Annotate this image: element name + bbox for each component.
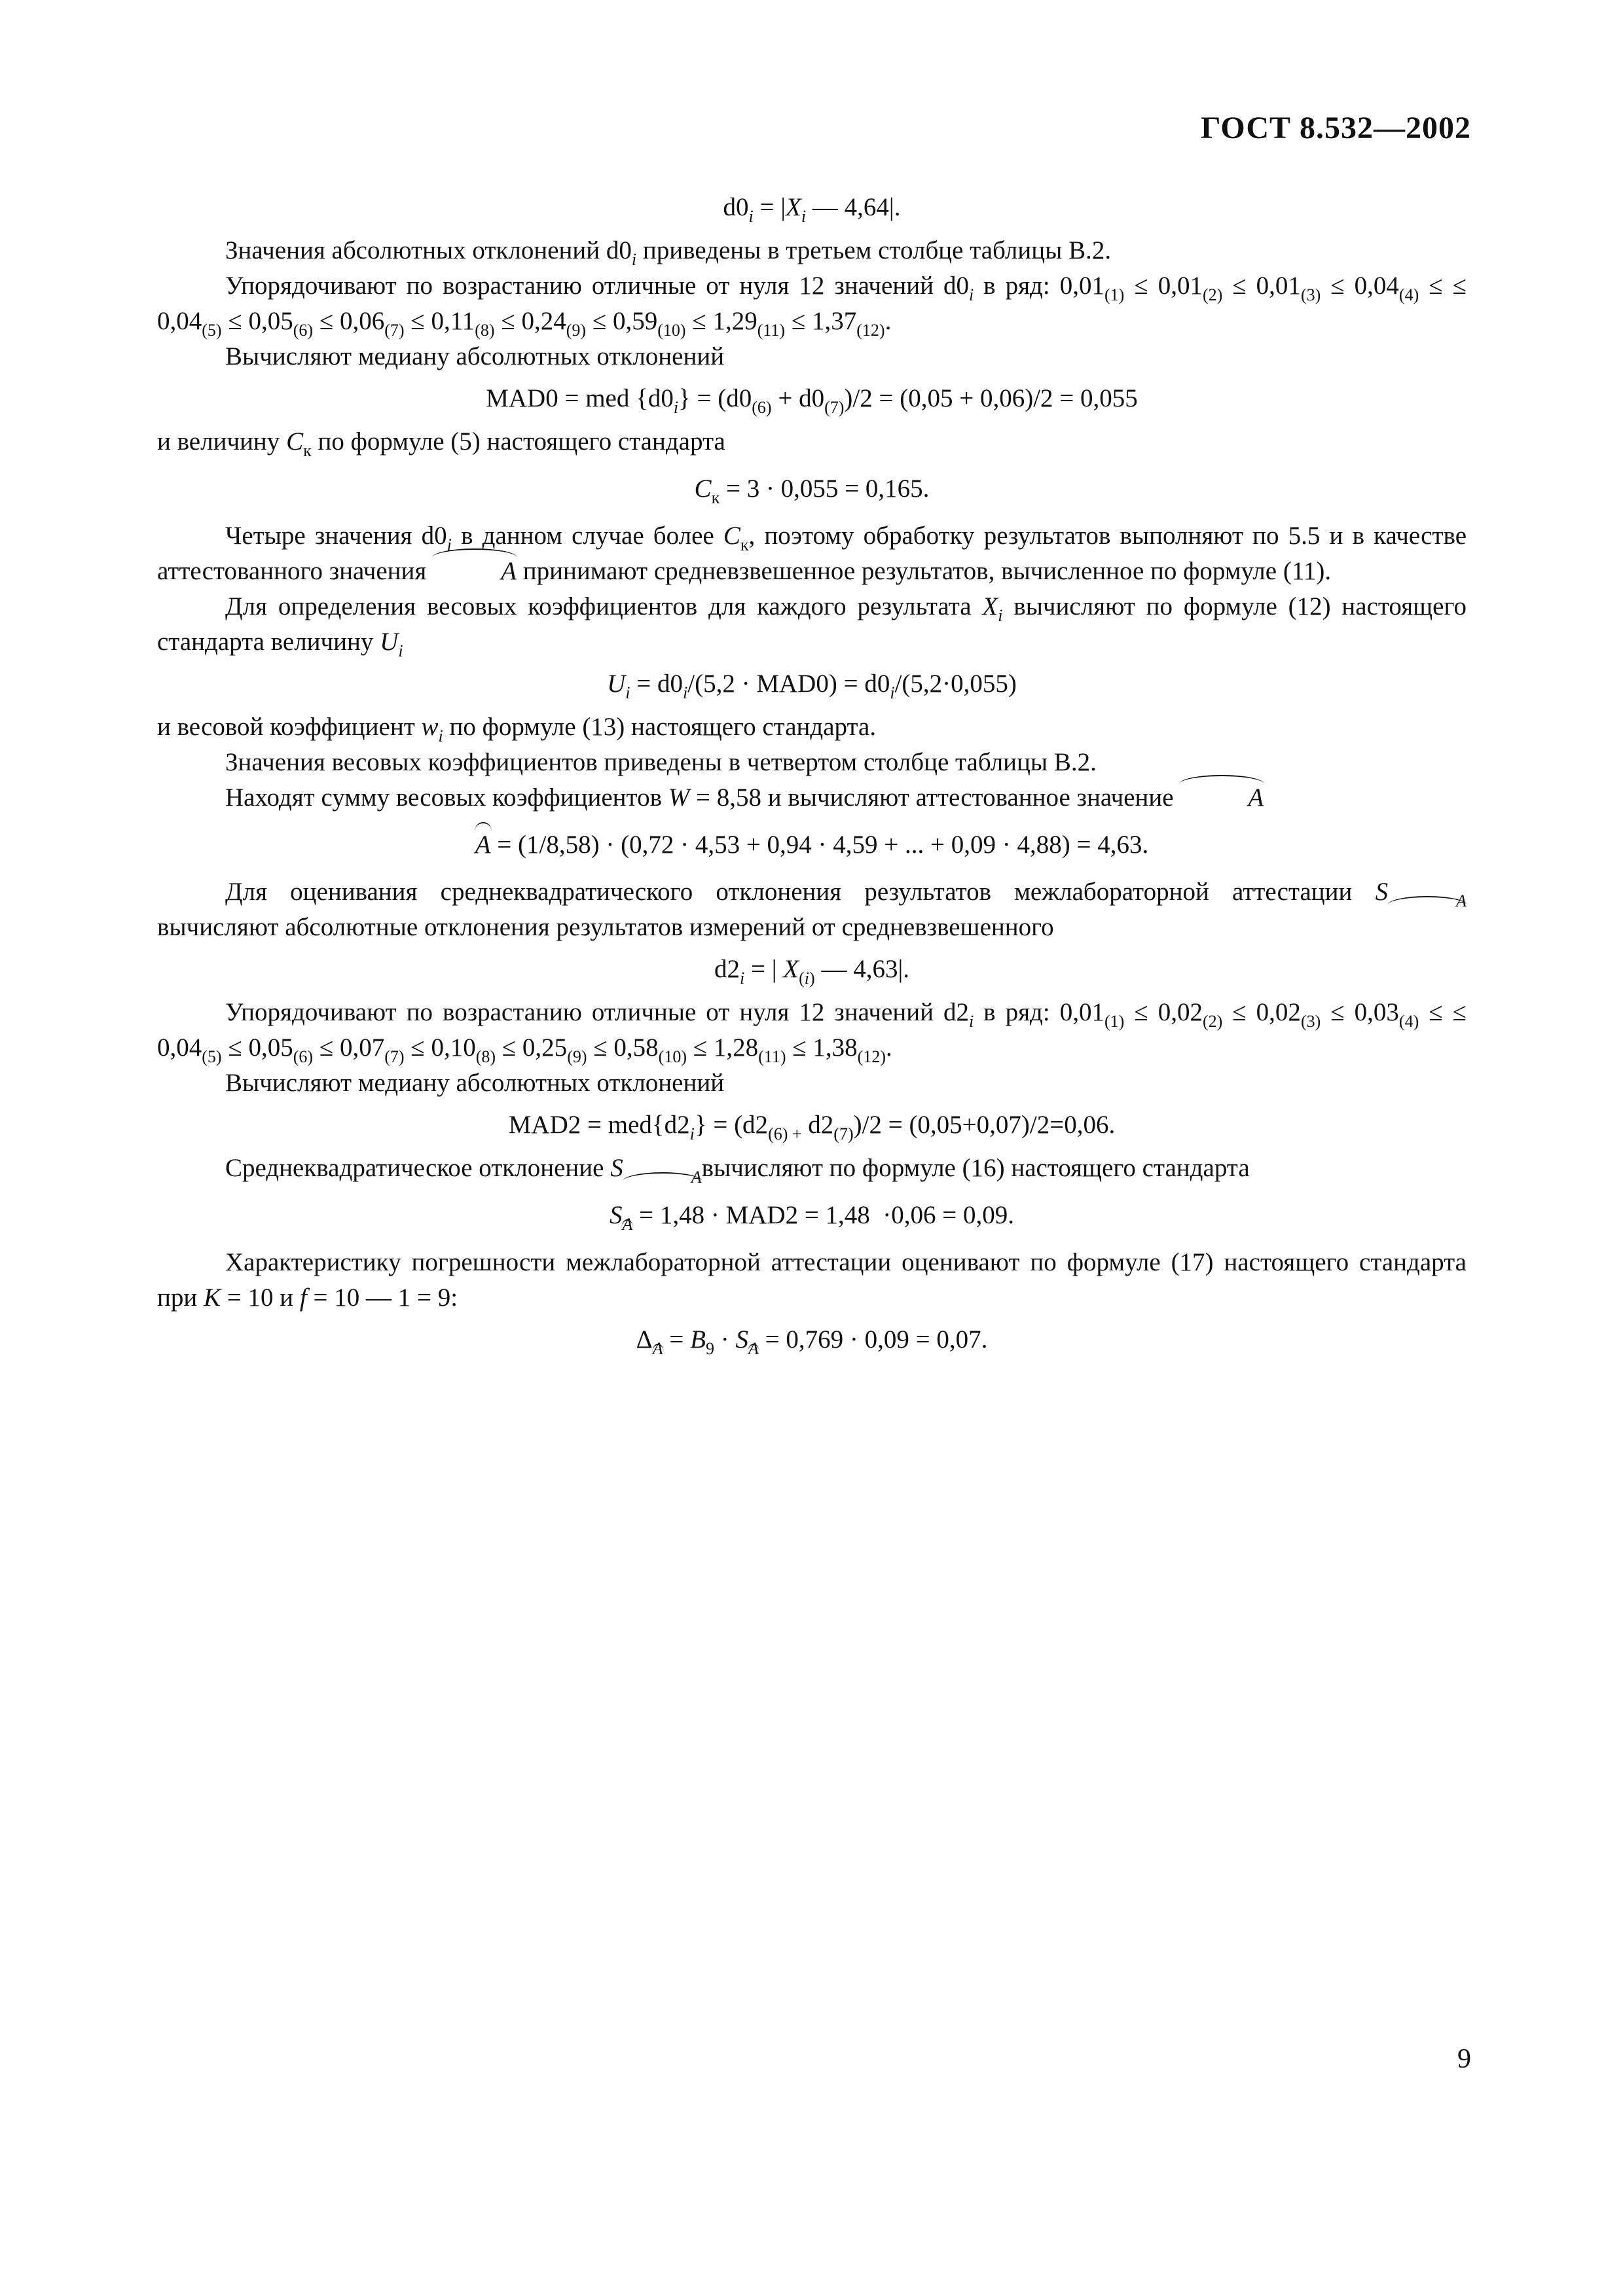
text-span: вычисляют по формуле (16) настоящего стандарта (701, 1154, 1250, 1182)
text-span: вычисляют абсолютные отклонения результатов измерений от средневзвешенного (157, 913, 1054, 941)
paragraph-std-deviation: Для оценивания среднеквадратического отклонения результатов межлабораторной аттестации S $_A$вычисляют абсолютные отклонения результатов измерений от средневзвешенного (157, 878, 1467, 941)
formula-ui: $U_i = d0_i/(5,2 \cdot MAD0) = d0_i/(5,2\cdot 0,055)$ (607, 670, 1017, 702)
paragraph-ordered-d0: Упорядочивают по возрастанию отличные от нуля 12 значений $d0_i$ в ряд: $0,01_{(1)} \le 0,01_{(2)} \le 0,01_{(3)} \le 0,04_{(4)}$ ≤ ≤ $0,04_{(5)} \le 0,05_{(6)} \le 0,06_{(7)} \le 0,11_{(8)} \le 0,24_{(9)} \le 0,59_{(10)} \le 1,29_{(11)} \le 1,37_{(12)}$. (157, 272, 1467, 340)
formula-d2: $d2_i$ = | $X_{(i)}$ — 4,63|. (714, 955, 909, 988)
text-span: , поэтому обработку результатов выполняют по 5.5 и в качестве аттестованного значения (157, 522, 1467, 585)
text-span: Четыре значения d0 (225, 522, 447, 550)
paragraph-median-mad2: Вычисляют медиану абсолютных отклонений (225, 1069, 725, 1097)
text-span: Упорядочивают по возрастанию отличные от нуля 12 значений d0 (225, 272, 969, 300)
text-span: принимают средневзвешенное результатов, вычисленное по формуле (11). (516, 557, 1332, 585)
text-span: и величину (157, 427, 287, 456)
text-span: в ряд: 0,01 (974, 272, 1104, 300)
a-hat-symbol: A (1180, 780, 1264, 816)
text-span: Для определения весовых коэффициентов для каждого результата (225, 592, 983, 620)
paragraph-sum-weights: Находят сумму весовых коэффициентов W = 8,58 и вычисляют аттестованное значение A (157, 780, 1467, 816)
document-body (157, 183, 1467, 1365)
paragraph-median-mad0: Вычисляют медиану абсолютных отклонений (225, 342, 725, 370)
paragraph-error-characteristic: Характеристику погрешности межлабораторной аттестации оценивают по формуле (17) настоящего стандарта при K = 10 и f = 10 — 1 = 9: (157, 1248, 1467, 1312)
text-span: Упорядочивают по возрастанию отличные от нуля 12 значений d2 (225, 998, 969, 1026)
text-span: Находят сумму весовых коэффициентов (225, 783, 668, 812)
formula-mad2: $MAD2 = med\{d2_i\} = (d2_{(6) +}$ $d2_{(7)})/2 = (0,05+0,07)/2=0,06$. (508, 1111, 1116, 1143)
paragraph-weights: Для определения весовых коэффициентов для каждого результата $X_i$ вычисляют по формуле (12) настоящего стандарта величину $U_i$ (157, 592, 1467, 660)
text-span: = 10 и (221, 1283, 300, 1312)
formula-d0: $d0_i = |X_i$ — 4,64|. (723, 193, 901, 226)
text-span: Среднеквадратическое отклонение (225, 1154, 611, 1182)
formula-sa: $S_A = 1,48 \cdot MAD2 = 1,48 \cdot 0,06 = 0,09$. (609, 1201, 1015, 1234)
text-span: в ряд: 0,01 (974, 998, 1104, 1026)
paragraph-ordered-d2: Упорядочивают по возрастанию отличные от нуля 12 значений $d2_i$ в ряд: $0,01_{(1)} \le 0,02_{(2)} \le 0,02_{(3)} \le 0,03_{(4)}$ ≤ ≤ $0,04_{(5)} \le 0,05_{(6)} \le 0,07_{(7)} \le 0,10_{(8)} \le 0,25_{(9)} \le 0,58_{(10)} \le 1,28_{(11)} \le 1,38_{(12)}$. (157, 998, 1467, 1066)
text-span: по формуле (13) настоящего стандарта. (443, 713, 877, 741)
formula-delta-a: $\Delta_A = B_9 \cdot S_A = 0,769 \cdot 0,09 = 0,07$. (636, 1325, 988, 1358)
paragraph-four-values: Четыре значения $d0_i$ в данном случае более $C_к$, поэтому обработку результатов выполняют по 5.5 и в качестве аттестованного значения A принимают средневзвешенное результатов, вычисленное по формуле (11). (157, 518, 1467, 589)
formula-ck: $C_к = 3 \cdot 0,055 = 0,165$. (694, 475, 930, 507)
paragraph-abs-deviations: Значения абсолютных отклонений $d0_i$ приведены в третьем столбце таблицы В.2. (225, 236, 1112, 269)
text-span: = 10 — 1 = 9: (306, 1283, 458, 1312)
document-code-header: ГОСТ 8.532—2002 (1201, 111, 1471, 145)
a-hat-symbol: A (433, 554, 517, 589)
text-span: и весовой коэффициент (157, 713, 422, 741)
paragraph-weights-table: Значения весовых коэффициентов приведены в четвертом столбце таблицы В.2. (225, 748, 1097, 776)
text-span: = 8,58 и вычисляют аттестованное значение (689, 783, 1180, 812)
text-span: Характеристику погрешности межлабораторной аттестации оценивают по формуле (17) настоящего стандарта при (157, 1248, 1467, 1312)
formula-a-hat: A = (1/8,58) · (0,72 · 4,53 + 0,94 · 4,59 + ... + 0,09 · 4,88) = 4,63. (157, 827, 1467, 863)
page-number: 9 (1457, 2044, 1471, 2074)
text-span: в данном случае более (451, 522, 723, 550)
paragraph-sa: Среднеквадратическое отклонение S $_A$вычисляют по формуле (16) настоящего стандарта (225, 1154, 1250, 1187)
paragraph-weight-coefficient: и весовой коэффициент $w_i$ по формуле (13) настоящего стандарта. (157, 713, 877, 745)
text-span: Значения абсолютных отклонений d0 (225, 236, 632, 264)
paragraph-ck: и величину $C_к$ по формуле (5) настоящего стандарта (157, 427, 725, 460)
text-span: вычисляют по формуле (12) настоящего стандарта величину (157, 592, 1467, 656)
formula-mad0: MAD0 = med $\{d0_i\} = (d0_{(6)} + d0_{(7)})/2 = (0,05 + 0,06)/2 = 0,055$ (486, 384, 1138, 417)
text-span: приведены в третьем столбце таблицы В.2. (636, 236, 1112, 264)
text-span: Для оценивания среднеквадратического отклонения результатов межлабораторной аттестации (225, 878, 1376, 906)
text-span: по формуле (5) настоящего стандарта (311, 427, 725, 456)
